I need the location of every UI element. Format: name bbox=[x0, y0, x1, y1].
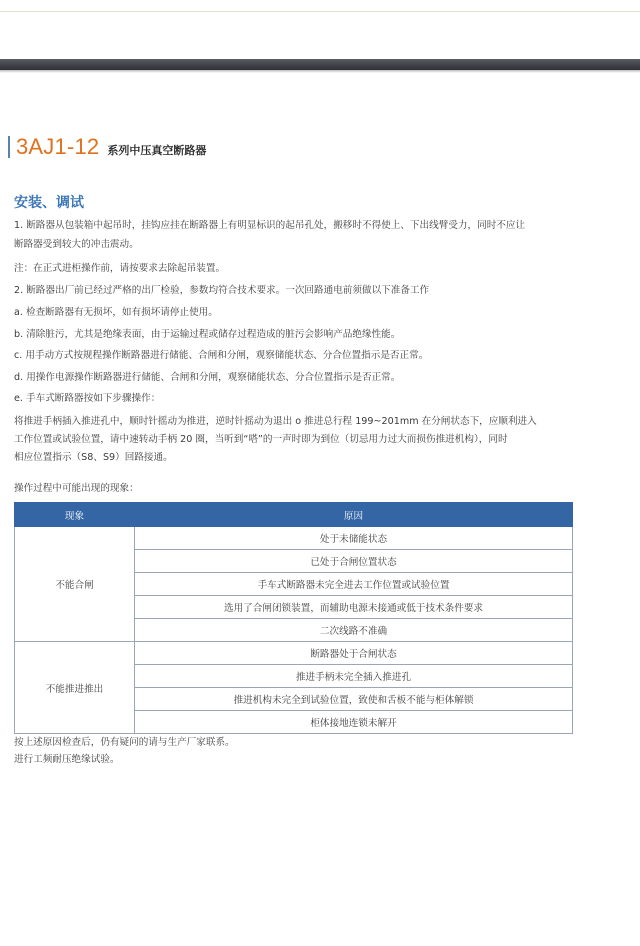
paragraph-1-line-1: 1. 断路器从包装箱中起吊时，挂钩应挂在断路器上有明显标识的起吊孔处，搬移时不得使上、下出线臂受力，同时不应让 bbox=[14, 220, 526, 231]
push-instruction-line-1: 将推进手柄插入推进孔中，顺时针摇动为推进，逆时针摇动为退出 o 推进总行程 199~201mm 在分闸状态下，应顺利进入 bbox=[14, 416, 537, 427]
series-name: 系列中压真空断路器 bbox=[107, 144, 207, 157]
header-bar bbox=[0, 59, 640, 70]
paragraph-1-line-2: 断路器受到较大的冲击震动。 bbox=[14, 239, 139, 250]
cause-cell: 处于未储能状态 bbox=[135, 527, 573, 550]
section-title: 安装、调试 bbox=[14, 195, 84, 211]
cause-cell: 手车式断路器未完全进去工作位置或试验位置 bbox=[135, 573, 573, 596]
cause-cell: 二次线路不准确 bbox=[135, 619, 573, 642]
header-phenomenon: 现象 bbox=[15, 503, 135, 527]
step-d: d. 用操作电源操作断路器进行储能、合闸和分闸，观察储能状态、分合位置指示是否正常。 bbox=[14, 372, 401, 383]
troubleshooting-table bbox=[14, 502, 573, 734]
table-row bbox=[15, 642, 573, 665]
header-cause: 原因 bbox=[135, 503, 573, 527]
footer-note-2: 进行工频耐压绝缘试验。 bbox=[14, 754, 120, 765]
top-rule bbox=[0, 11, 640, 12]
push-instruction-line-3: 相应位置指示（S8、S9）回路接通。 bbox=[14, 452, 173, 463]
table-intro: 操作过程中可能出现的现象： bbox=[14, 483, 139, 494]
cause-cell: 断路器处于合闸状态 bbox=[135, 642, 573, 665]
cause-cell: 选用了合闸闭锁装置，而辅助电源未接通或低于技术条件要求 bbox=[135, 596, 573, 619]
step-e: e. 手车式断路器按如下步骤操作： bbox=[14, 393, 161, 404]
cause-cell: 柜体接地连锁未解开 bbox=[135, 711, 573, 734]
phenomenon-cell: 不能合闸 bbox=[15, 527, 135, 642]
push-instruction-line-2: 工作位置或试验位置，请中速转动手柄 20 圈，当听到“嗒”的一声时即为到位（切忌用力过大而损伤推进机构），同时 bbox=[14, 434, 508, 445]
model-number: 3AJ1-12 bbox=[16, 134, 100, 159]
paragraph-2: 2. 断路器出厂前已经过严格的出厂检验，参数均符合技术要求。一次回路通电前须做以下准备工作 bbox=[14, 285, 430, 296]
table-header-row bbox=[15, 503, 573, 527]
step-b: b. 清除脏污，尤其是绝缘表面，由于运输过程或储存过程造成的脏污会影响产品绝缘性能。 bbox=[14, 329, 401, 340]
footer-note-1: 按上述原因检查后，仍有疑问的请与生产厂家联系。 bbox=[14, 737, 235, 748]
cause-cell: 推进手柄未完全插入推进孔 bbox=[135, 665, 573, 688]
header-bar-shadow bbox=[0, 70, 640, 73]
cause-cell: 推进机构未完全到试验位置，致使和舌板不能与柜体解锁 bbox=[135, 688, 573, 711]
series-heading bbox=[8, 134, 206, 158]
step-c: c. 用手动方式按规程操作断路器进行储能、合闸和分闸，观察储能状态、分合位置指示是否正常。 bbox=[14, 350, 429, 361]
phenomenon-cell: 不能推进推出 bbox=[15, 642, 135, 734]
step-a: a. 检查断路器有无损坏，如有损坏请停止使用。 bbox=[14, 307, 218, 318]
heading-accent-line bbox=[8, 136, 10, 158]
table-row bbox=[15, 527, 573, 550]
note-text: 注：在正式进柜操作前，请按要求去除起吊装置。 bbox=[14, 263, 226, 274]
cause-cell: 已处于合闸位置状态 bbox=[135, 550, 573, 573]
